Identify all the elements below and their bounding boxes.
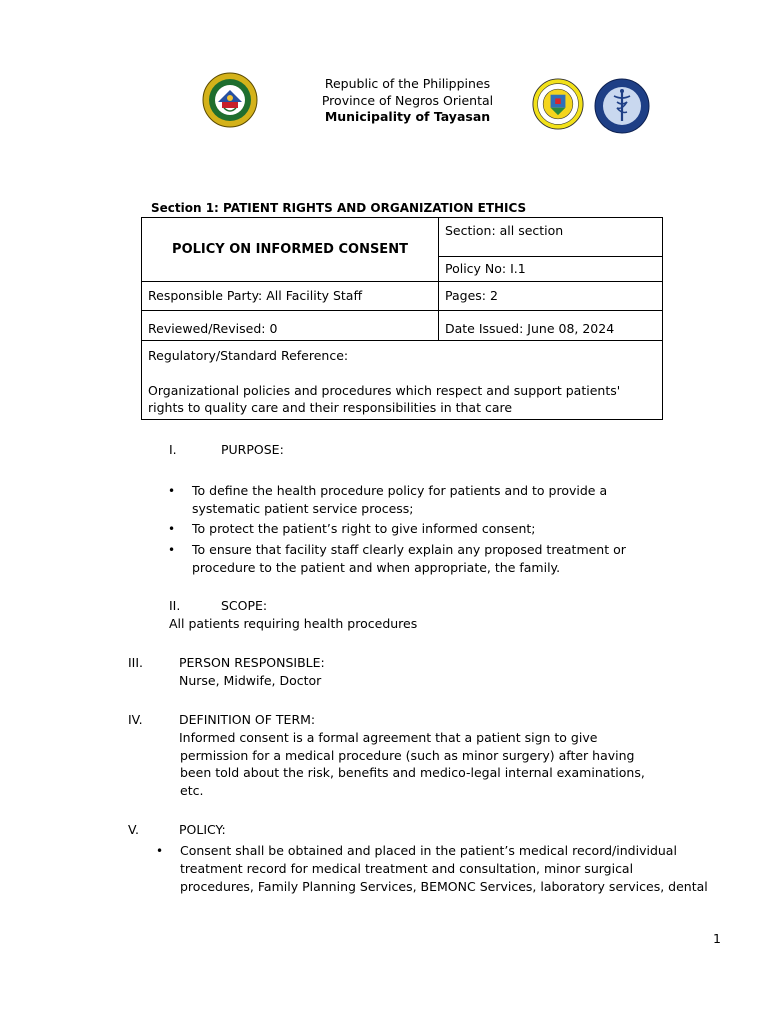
scope-text: All patients requiring health procedures [169,616,418,631]
letterhead-country: Republic of the Philippines [324,76,491,91]
letterhead-province: Province of Negros Oriental [321,92,494,108]
definition-line-4: etc. [180,783,204,798]
policy-info-table [141,217,663,420]
definition-line-1: Informed consent is a formal agreement that a patient sign to give [179,730,598,745]
section-title: Section 1: PATIENT RIGHTS AND ORGANIZATION ETHICS [151,201,527,215]
policy-pages: Pages: 2 [439,282,663,311]
responsible-heading: PERSON RESPONSIBLE: [179,655,325,670]
definition-heading: DEFINITION OF TERM: [179,712,316,727]
policy-bullet-line-3: procedures, Family Planning Services, BEMONC Services, laboratory services, dental [180,879,708,894]
scope-heading: SCOPE: [221,598,268,613]
policy-responsible-party: Responsible Party: All Facility Staff [142,282,439,311]
definition-line-3: been told about the risk, benefits and medico-legal internal examinations, [180,765,645,780]
policy-reviewed: Reviewed/Revised: 0 [142,311,439,341]
policy-number: Policy No: I.1 [439,257,663,282]
purpose-number: I. [169,442,177,457]
letterhead-municipality: Municipality of Tayasan [324,109,491,124]
bullet-icon: • [156,844,164,858]
purpose-bullet-1: To define the health procedure policy for patients and to provide a systematic patient service process; [192,483,608,516]
definition-number: IV. [128,712,143,727]
responsible-number: III. [128,655,144,670]
policy-bullet-line-1: Consent shall be obtained and placed in the patient’s medical record/individual [180,843,677,858]
responsible-text: Nurse, Midwife, Doctor [179,673,322,688]
bullet-icon: • [168,543,176,557]
regulatory-label: Regulatory/Standard Reference: [148,348,349,363]
policy-date-issued: Date Issued: June 08, 2024 [439,311,663,341]
purpose-bullet-2: To protect the patient’s right to give informed consent; [192,521,536,536]
regulatory-text: Organizational policies and procedures which respect and support patients' rights to quality care and their responsibilities in that care [148,382,621,415]
policy-number-heading: V. [128,822,139,837]
policy-heading: POLICY: [179,822,226,837]
scope-number: II. [169,598,181,613]
purpose-heading: PURPOSE: [221,442,284,457]
purpose-bullet-3: To ensure that facility staff clearly explain any proposed treatment or procedure to the patient and when appropriate, the family. [192,542,626,575]
policy-bullet-line-2: treatment record for medical treatment and consultation, minor surgical [180,861,634,876]
policy-title: POLICY ON INFORMED CONSENT [142,218,439,282]
bullet-icon: • [168,484,176,498]
policy-section: Section: all section [439,218,663,257]
definition-line-2: permission for a medical procedure (such as minor surgery) after having [180,748,635,763]
bullet-icon: • [168,522,176,536]
page-number: 1 [713,931,721,946]
letterhead [200,76,615,126]
policy-regulatory-reference [142,341,663,420]
